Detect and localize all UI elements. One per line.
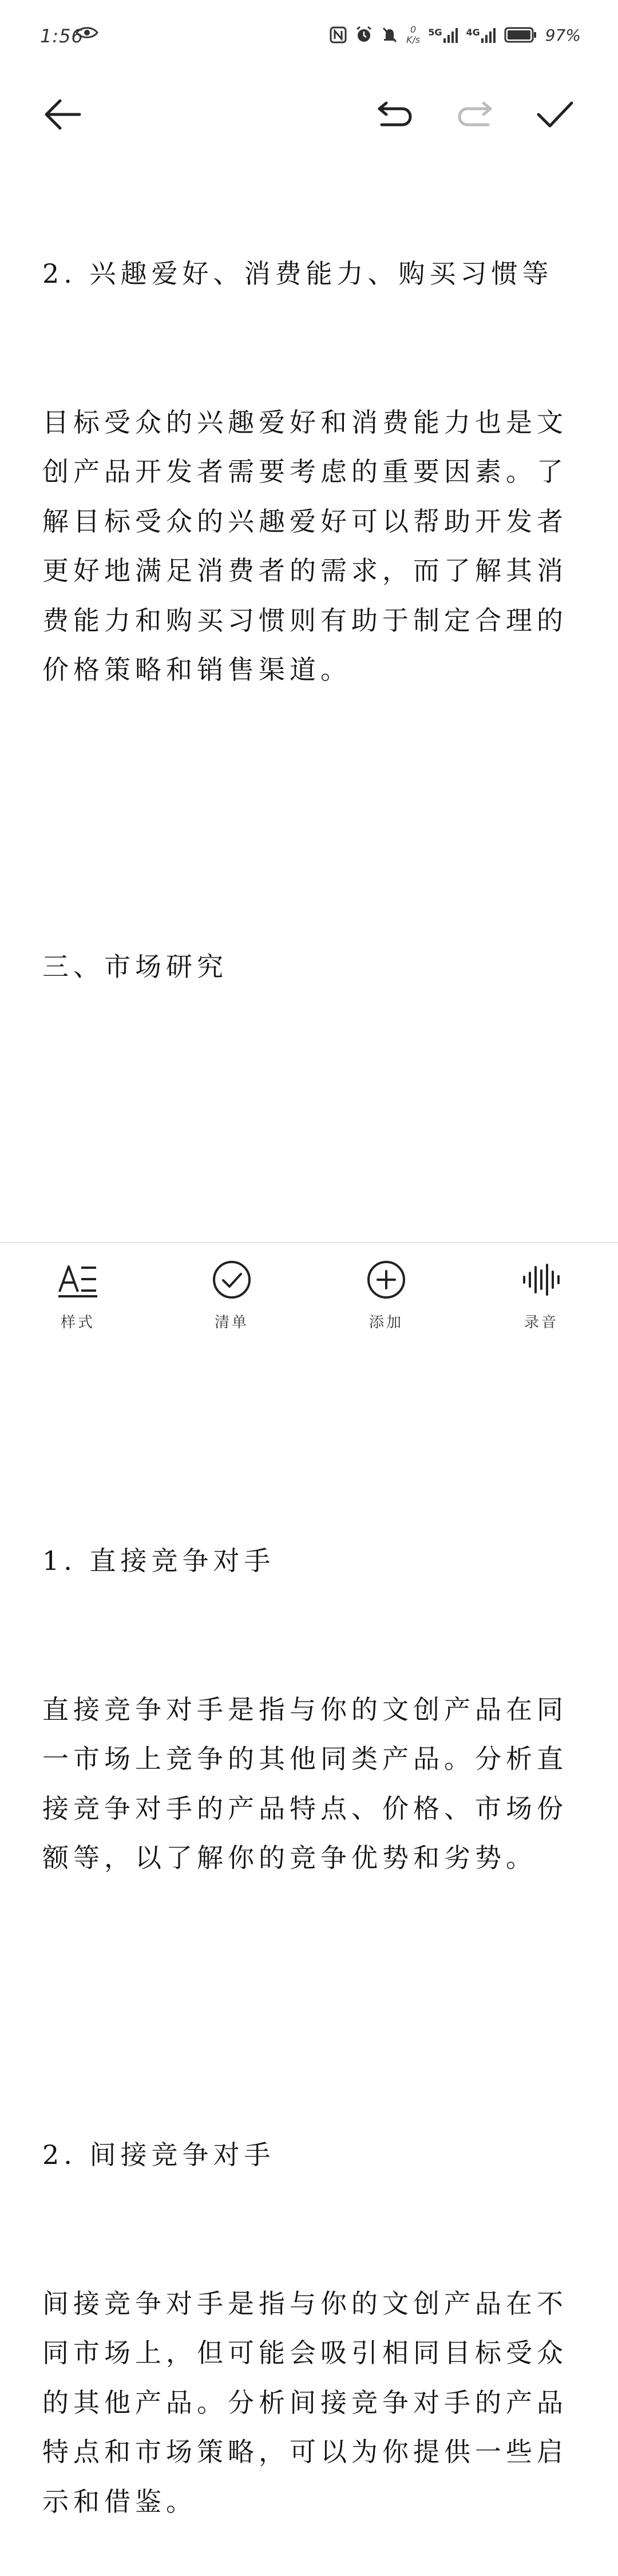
paragraph-heading: 2. 间接竞争对手 bbox=[42, 2139, 275, 2170]
bottom-toolbar bbox=[0, 1242, 618, 1340]
redo-button[interactable] bbox=[452, 92, 498, 137]
signal-5g-label: 5G bbox=[428, 27, 442, 38]
paragraph-heading: 2. 兴趣爱好、消费能力、购买习惯等 bbox=[42, 258, 553, 289]
mute-bell-icon bbox=[381, 26, 398, 44]
style-button[interactable] bbox=[38, 1257, 118, 1331]
status-icons bbox=[330, 21, 581, 49]
paragraph-body: 目标受众的兴趣爱好和消费能力也是文创产品开发者需要考虑的重要因素。了解目标受众的兴趣爱好可以帮助开发者更好地满足消费者的需求，而了解其消费能力和购买习惯则有助于制定合理的价格策略和销售渠道。 bbox=[42, 406, 568, 685]
eye-icon bbox=[76, 25, 98, 40]
blank-line bbox=[42, 1091, 580, 1141]
status-time: 1:56 bbox=[40, 25, 84, 47]
signal-bars-icon bbox=[481, 27, 496, 43]
editor-toolbar bbox=[0, 80, 618, 143]
signal-bars-icon bbox=[443, 27, 458, 43]
note-editor-content[interactable] bbox=[42, 150, 580, 2576]
nfc-icon bbox=[330, 26, 347, 43]
voice-record-icon bbox=[521, 1263, 561, 1297]
checklist-icon bbox=[212, 1260, 252, 1300]
add-label: 添加 bbox=[369, 1314, 403, 1331]
back-button[interactable] bbox=[40, 92, 86, 137]
signal-4g bbox=[466, 27, 496, 43]
add-button[interactable] bbox=[346, 1257, 426, 1331]
net-speed-unit: K/s bbox=[406, 34, 421, 45]
check-icon bbox=[535, 97, 575, 132]
paragraph-body: 间接竞争对手是指与你的文创产品在不同市场上，但可能会吸引相同目标受众的其他产品。分析间接竞争对手的产品特点和市场策略，可以为你提供一些启示和借鉴。 bbox=[42, 2288, 568, 2517]
blank-line bbox=[42, 1388, 580, 1438]
checklist-button[interactable] bbox=[192, 1257, 272, 1331]
style-label: 样式 bbox=[60, 1314, 95, 1331]
battery-icon bbox=[504, 26, 537, 43]
add-icon bbox=[366, 1260, 406, 1300]
network-speed bbox=[406, 25, 420, 45]
blank-line bbox=[42, 1982, 580, 2032]
record-label: 录音 bbox=[524, 1314, 558, 1331]
paragraph-body: 直接竞争对手是指与你的文创产品在同一市场上竞争的其他同类产品。分析直接竞争对手的产品特点、价格、市场份额等，以了解你的竞争优势和劣势。 bbox=[42, 1693, 568, 1873]
confirm-button[interactable] bbox=[532, 92, 578, 137]
battery-percent: 97% bbox=[545, 25, 581, 45]
redo-icon bbox=[455, 97, 495, 132]
arrow-left-icon bbox=[43, 97, 83, 132]
alarm-icon bbox=[355, 26, 373, 44]
text-style-icon bbox=[57, 1261, 98, 1299]
signal-5g bbox=[428, 27, 458, 43]
blank-line bbox=[42, 794, 580, 844]
signal-4g-label: 4G bbox=[466, 27, 480, 38]
section-heading: 三、市场研究 bbox=[42, 951, 228, 982]
undo-icon bbox=[375, 97, 415, 132]
status-bar bbox=[0, 0, 618, 69]
undo-button[interactable] bbox=[372, 92, 418, 137]
checklist-label: 清单 bbox=[214, 1314, 249, 1331]
net-speed-value: 0 bbox=[410, 24, 417, 35]
paragraph-heading: 1. 直接竞争对手 bbox=[42, 1545, 275, 1576]
record-button[interactable] bbox=[501, 1257, 581, 1331]
